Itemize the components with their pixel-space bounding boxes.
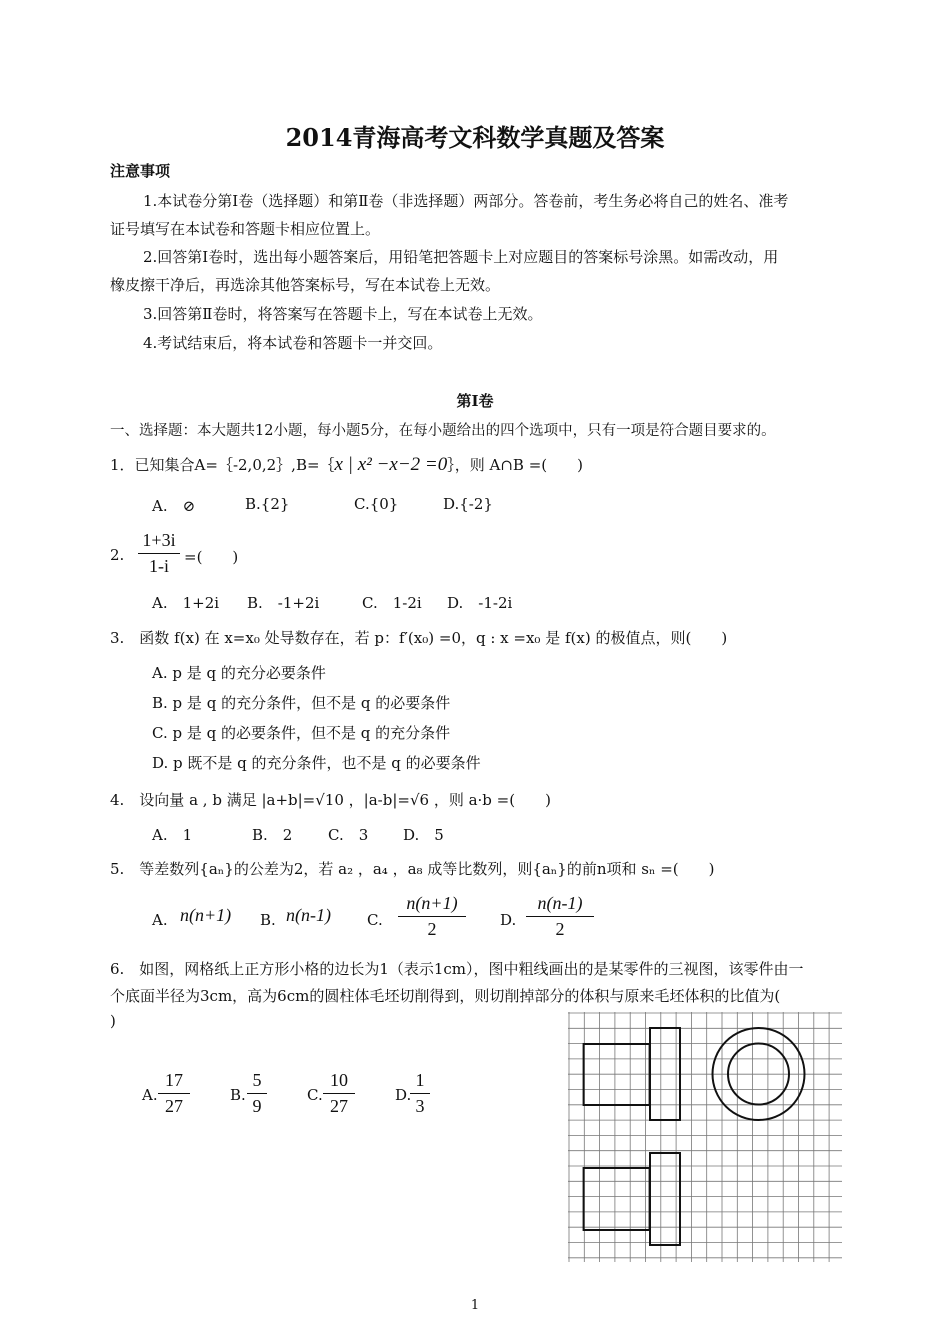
q5-d-num: n(n-1): [537, 893, 583, 913]
notice-item-2: 2.回答第Ⅰ卷时，选出每小题答案后，用铅笔把答题卡上对应题目的答案标号涂黑。如需改动，用: [143, 248, 779, 266]
q6-option-b-fraction: [247, 1070, 267, 1117]
q6-option-d-fraction: [410, 1070, 430, 1117]
q5-option-a: n(n+1): [180, 905, 232, 925]
q6-d-den: 3: [415, 1096, 425, 1116]
q2-tail: =( ): [184, 548, 239, 566]
question-3: 3. 函数 f(x) 在 x=x₀ 处导数存在，若 p：f′(x₀) =0，q : x =x₀ 是 f(x) 的极值点，则( ): [110, 629, 728, 647]
q6-c-num: 10: [330, 1070, 348, 1090]
page-title: 2014青海高考文科数学真题及答案: [285, 123, 665, 152]
question-5: 5. 等差数列{aₙ}的公差为2，若 a₂ ，a₄ ，a₈ 成等比数列，则{aₙ}的前n项和 sₙ =( ): [110, 860, 715, 878]
section-intro: 一、选择题：本大题共12小题，每小题5分，在每小题给出的四个选项中，只有一项是符合题目要求的。: [110, 423, 776, 439]
q6-c-den: 27: [330, 1096, 348, 1116]
grid-lines: [568, 1012, 842, 1262]
q5-c-den: 2: [427, 919, 437, 939]
q4-option-b: B. 2: [252, 826, 293, 844]
q2-option-d: D. -1-2i: [447, 594, 513, 612]
q5-option-a-label: A.: [152, 911, 168, 929]
volume-heading: 第Ⅰ卷: [456, 392, 494, 410]
q6-option-c-fraction: [323, 1070, 355, 1117]
q6-d-num: 1: [415, 1070, 425, 1090]
fraction-bar: [247, 1093, 267, 1094]
q5-option-c-label: C.: [367, 911, 383, 929]
fraction-bar: [158, 1093, 190, 1094]
q6-b-num: 5: [252, 1070, 262, 1090]
question-4: 4. 设向量 a , b 满足 |a+b|=√10 ，|a-b|=√6 ，则 a·b =( ): [110, 791, 551, 809]
q5-option-b: n(n-1): [286, 905, 331, 925]
q6-option-c-label: C.: [307, 1086, 323, 1104]
q2-number: 2.: [110, 546, 125, 564]
notice-heading: 注意事项: [110, 162, 171, 180]
q2-option-a: A. 1+2i: [152, 594, 220, 612]
q3-option-c: C. p 是 q 的必要条件，但不是 q 的充分条件: [152, 724, 451, 742]
q2-option-b: B. -1+2i: [247, 594, 320, 612]
fraction-bar: [410, 1093, 430, 1094]
q4-option-c: C. 3: [328, 826, 369, 844]
fraction-bar: [398, 916, 466, 917]
fraction-bar: [138, 553, 180, 554]
q1-stem-c: ｝，则 A∩B =( ): [447, 456, 583, 474]
q5-d-den: 2: [555, 919, 565, 939]
q1-option-b: B.{2}: [245, 495, 290, 513]
q1-option-d: D.{-2}: [443, 495, 493, 513]
q1-option-a: A. ⊘: [152, 497, 196, 515]
q5-option-c-fraction: [398, 893, 466, 940]
three-view-figure: [568, 1012, 842, 1262]
question-6-cont: 个底面半径为3cm，高为6cm的圆柱体毛坯切削得到，则切削掉部分的体积与原来毛坯体积的比值为(: [110, 987, 781, 1005]
question-6: 6. 如图，网格纸上正方形小格的边长为1（表示1cm），图中粗线画出的是某零件的三视图，该零件由一: [110, 960, 804, 978]
top-view-shaft: [650, 1153, 680, 1245]
q1-option-c: C.{0}: [354, 495, 399, 513]
fraction-bar: [323, 1093, 355, 1094]
q6-option-d-label: D.: [395, 1086, 412, 1104]
q3-option-b: B. p 是 q 的充分条件，但不是 q 的必要条件: [152, 694, 451, 712]
fraction-bar: [526, 916, 594, 917]
q6-a-num: 17: [165, 1070, 183, 1090]
q6-option-a-fraction: [158, 1070, 190, 1117]
q2-frac-den: 1-i: [149, 556, 169, 576]
q1-stem-a: 1．已知集合A=｛-2,0,2｝,B=｛: [110, 456, 335, 474]
question-6-cont2: ): [110, 1012, 116, 1030]
q2-option-c: C. 1-2i: [362, 594, 422, 612]
q4-option-d: D. 5: [403, 826, 444, 844]
q6-option-a-label: A.: [142, 1086, 158, 1104]
question-1: [110, 454, 583, 476]
q5-option-d-fraction: [526, 893, 594, 940]
q1-stem-b: x | x² −x−2 =0: [334, 454, 448, 475]
notice-item-1-cont: 证号填写在本试卷和答题卡相应位置上。: [110, 220, 381, 238]
notice-item-1: 1.本试卷分第Ⅰ卷（选择题）和第Ⅱ卷（非选择题）两部分。答卷前，考生务必将自己的姓名、准考: [143, 192, 789, 210]
q3-option-a: A. p 是 q 的充分必要条件: [152, 664, 326, 682]
q5-c-num: n(n+1): [406, 893, 458, 913]
q6-b-den: 9: [252, 1096, 262, 1116]
notice-item-2-cont: 橡皮擦干净后，再选涂其他答案标号，写在本试卷上无效。: [110, 276, 501, 294]
q2-frac-num: 1+3i: [142, 530, 176, 550]
q4-option-a: A. 1: [152, 826, 193, 844]
q5-option-b-label: B.: [260, 911, 276, 929]
q3-option-d: D. p 既不是 q 的充分条件，也不是 q 的必要条件: [152, 754, 481, 772]
q5-option-d-label: D.: [500, 911, 517, 929]
q2-fraction: [138, 530, 180, 577]
q6-a-den: 27: [165, 1096, 183, 1116]
top-view-block: [584, 1168, 650, 1230]
notice-item-4: 4.考试结束后，将本试卷和答题卡一并交回。: [143, 334, 443, 352]
notice-item-3: 3.回答第Ⅱ卷时，将答案写在答题卡上，写在本试卷上无效。: [143, 305, 543, 323]
page-number: 1: [470, 1298, 480, 1313]
q6-option-b-label: B.: [230, 1086, 246, 1104]
